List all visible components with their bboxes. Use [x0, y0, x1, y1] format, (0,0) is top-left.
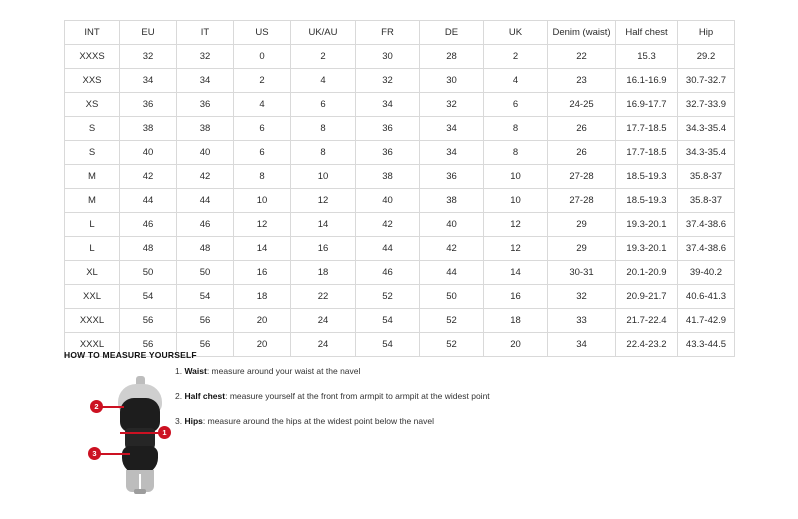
cell-denim-waist: 26	[548, 117, 616, 141]
cell-it: 54	[177, 285, 234, 309]
table-row	[65, 69, 735, 93]
cell-uk: 10	[484, 189, 548, 213]
cell-us: 0	[234, 45, 291, 69]
cell-hip: 39-40.2	[678, 261, 735, 285]
marker-3-icon: 3	[88, 447, 101, 460]
cell-us: 20	[234, 309, 291, 333]
cell-uk-au: 18	[291, 261, 356, 285]
cell-us: 2	[234, 69, 291, 93]
step-term-hips: Hips	[184, 416, 203, 427]
column-header-us: US	[234, 21, 291, 45]
table-row	[65, 45, 735, 69]
measure-instructions	[175, 366, 655, 441]
cell-it: 40	[177, 141, 234, 165]
table-row	[65, 93, 735, 117]
waist-measure-line	[120, 432, 160, 434]
cell-uk: 8	[484, 141, 548, 165]
cell-hip: 35.8-37	[678, 165, 735, 189]
cell-fr: 42	[356, 213, 420, 237]
cell-it: 46	[177, 213, 234, 237]
table-row	[65, 141, 735, 165]
cell-uk-au: 24	[291, 333, 356, 357]
cell-eu: 34	[120, 69, 177, 93]
cell-int: XL	[65, 261, 120, 285]
measure-step-half-chest	[175, 391, 655, 402]
cell-denim-waist: 26	[548, 141, 616, 165]
cell-de: 32	[420, 93, 484, 117]
table-header-row	[65, 21, 735, 45]
mannequin-body-icon	[118, 376, 162, 472]
cell-denim-waist: 34	[548, 333, 616, 357]
cell-us: 6	[234, 141, 291, 165]
cell-int: L	[65, 213, 120, 237]
cell-hip: 43.3-44.5	[678, 333, 735, 357]
cell-denim-waist: 29	[548, 213, 616, 237]
table-row	[65, 309, 735, 333]
table-row	[65, 261, 735, 285]
cell-uk-au: 6	[291, 93, 356, 117]
hip-measure-line	[100, 453, 130, 455]
cell-half-chest: 18.5-19.3	[616, 165, 678, 189]
cell-de: 40	[420, 213, 484, 237]
cell-us: 6	[234, 117, 291, 141]
marker-2-icon: 2	[90, 400, 103, 413]
cell-int: XS	[65, 93, 120, 117]
table-row	[65, 213, 735, 237]
cell-de: 34	[420, 141, 484, 165]
cell-fr: 46	[356, 261, 420, 285]
cell-int: XXS	[65, 69, 120, 93]
cell-int: S	[65, 117, 120, 141]
cell-eu: 38	[120, 117, 177, 141]
cell-fr: 54	[356, 333, 420, 357]
cell-uk: 20	[484, 333, 548, 357]
cell-eu: 56	[120, 333, 177, 357]
cell-fr: 40	[356, 189, 420, 213]
cell-eu: 56	[120, 309, 177, 333]
cell-half-chest: 17.7-18.5	[616, 141, 678, 165]
cell-de: 52	[420, 309, 484, 333]
cell-it: 56	[177, 333, 234, 357]
size-chart-table-container	[64, 20, 734, 357]
cell-it: 48	[177, 237, 234, 261]
cell-de: 36	[420, 165, 484, 189]
mannequin-stand	[134, 489, 146, 494]
size-chart-table	[64, 20, 735, 357]
cell-it: 38	[177, 117, 234, 141]
cell-uk-au: 2	[291, 45, 356, 69]
cell-half-chest: 19.3-20.1	[616, 237, 678, 261]
cell-de: 38	[420, 189, 484, 213]
cell-hip: 37.4-38.6	[678, 213, 735, 237]
cell-hip: 34.3-35.4	[678, 117, 735, 141]
cell-half-chest: 22.4-23.2	[616, 333, 678, 357]
cell-int: XXXL	[65, 309, 120, 333]
cell-half-chest: 19.3-20.1	[616, 213, 678, 237]
cell-fr: 36	[356, 141, 420, 165]
cell-half-chest: 18.5-19.3	[616, 189, 678, 213]
cell-us: 8	[234, 165, 291, 189]
column-header-fr: FR	[356, 21, 420, 45]
cell-uk: 12	[484, 213, 548, 237]
step-term-waist: Waist	[184, 366, 207, 376]
cell-it: 50	[177, 261, 234, 285]
cell-hip: 35.8-37	[678, 189, 735, 213]
cell-uk-au: 24	[291, 309, 356, 333]
cell-uk-au: 10	[291, 165, 356, 189]
cell-uk-au: 8	[291, 117, 356, 141]
cell-it: 32	[177, 45, 234, 69]
cell-us: 10	[234, 189, 291, 213]
cell-uk: 18	[484, 309, 548, 333]
cell-half-chest: 17.7-18.5	[616, 117, 678, 141]
cell-denim-waist: 24-25	[548, 93, 616, 117]
cell-eu: 42	[120, 165, 177, 189]
cell-de: 34	[420, 117, 484, 141]
column-header-denim-waist: Denim (waist)	[548, 21, 616, 45]
column-header-uk-au: UK/AU	[291, 21, 356, 45]
cell-us: 4	[234, 93, 291, 117]
cell-half-chest: 21.7-22.4	[616, 309, 678, 333]
cell-uk-au: 22	[291, 285, 356, 309]
how-to-measure-heading: HOW TO MEASURE YOURSELF	[64, 350, 197, 360]
cell-int: L	[65, 237, 120, 261]
cell-denim-waist: 32	[548, 285, 616, 309]
cell-denim-waist: 27-28	[548, 165, 616, 189]
cell-fr: 54	[356, 309, 420, 333]
cell-uk-au: 4	[291, 69, 356, 93]
marker-1-icon: 1	[158, 426, 171, 439]
column-header-int: INT	[65, 21, 120, 45]
cell-de: 30	[420, 69, 484, 93]
table-header	[65, 21, 735, 45]
cell-us: 12	[234, 213, 291, 237]
column-header-hip: Hip	[678, 21, 735, 45]
cell-hip: 32.7-33.9	[678, 93, 735, 117]
cell-denim-waist: 27-28	[548, 189, 616, 213]
cell-uk-au: 8	[291, 141, 356, 165]
cell-us: 18	[234, 285, 291, 309]
cell-uk: 10	[484, 165, 548, 189]
table-row	[65, 285, 735, 309]
cell-uk: 8	[484, 117, 548, 141]
cell-uk: 16	[484, 285, 548, 309]
measure-step-hips	[175, 416, 655, 427]
cell-de: 50	[420, 285, 484, 309]
cell-fr: 52	[356, 285, 420, 309]
cell-uk-au: 14	[291, 213, 356, 237]
cell-it: 44	[177, 189, 234, 213]
cell-denim-waist: 23	[548, 69, 616, 93]
table-row	[65, 117, 735, 141]
cell-int: XXXL	[65, 333, 120, 357]
step-number-1: 1.	[175, 366, 183, 376]
cell-eu: 48	[120, 237, 177, 261]
cell-uk: 14	[484, 261, 548, 285]
cell-hip: 34.3-35.4	[678, 141, 735, 165]
cell-de: 44	[420, 261, 484, 285]
step-term-half-chest: Half chest	[184, 391, 226, 402]
cell-fr: 38	[356, 165, 420, 189]
cell-denim-waist: 22	[548, 45, 616, 69]
cell-eu: 40	[120, 141, 177, 165]
cell-eu: 36	[120, 93, 177, 117]
cell-eu: 54	[120, 285, 177, 309]
cell-uk: 4	[484, 69, 548, 93]
cell-uk: 2	[484, 45, 548, 69]
column-header-uk: UK	[484, 21, 548, 45]
cell-fr: 36	[356, 117, 420, 141]
cell-eu: 32	[120, 45, 177, 69]
cell-hip: 41.7-42.9	[678, 309, 735, 333]
cell-eu: 44	[120, 189, 177, 213]
cell-it: 36	[177, 93, 234, 117]
cell-hip: 29.2	[678, 45, 735, 69]
mannequin-bust	[120, 398, 160, 432]
table-row	[65, 165, 735, 189]
half-chest-measure-line	[102, 406, 124, 408]
cell-uk-au: 16	[291, 237, 356, 261]
cell-half-chest: 16.9-17.7	[616, 93, 678, 117]
step-text-half-chest: : measure yourself at the front from armpit to armpit at the widest point	[225, 391, 490, 402]
table-row	[65, 189, 735, 213]
cell-us: 20	[234, 333, 291, 357]
step-text-waist: : measure around your waist at the navel	[206, 366, 361, 376]
cell-us: 16	[234, 261, 291, 285]
cell-half-chest: 16.1-16.9	[616, 69, 678, 93]
cell-fr: 32	[356, 69, 420, 93]
cell-de: 28	[420, 45, 484, 69]
cell-de: 52	[420, 333, 484, 357]
measure-step-waist	[175, 366, 655, 377]
column-header-half-chest: Half chest	[616, 21, 678, 45]
cell-int: XXL	[65, 285, 120, 309]
cell-it: 56	[177, 309, 234, 333]
cell-int: XXXS	[65, 45, 120, 69]
step-number-2: 2.	[175, 391, 183, 402]
cell-fr: 30	[356, 45, 420, 69]
column-header-eu: EU	[120, 21, 177, 45]
cell-half-chest: 20.1-20.9	[616, 261, 678, 285]
cell-it: 34	[177, 69, 234, 93]
table-row	[65, 237, 735, 261]
step-number-3: 3.	[175, 416, 183, 427]
cell-denim-waist: 30-31	[548, 261, 616, 285]
cell-half-chest: 20.9-21.7	[616, 285, 678, 309]
step-text-hips: : measure around the hips at the widest point below the navel	[202, 416, 434, 427]
cell-hip: 37.4-38.6	[678, 237, 735, 261]
cell-it: 42	[177, 165, 234, 189]
cell-denim-waist: 33	[548, 309, 616, 333]
cell-uk: 6	[484, 93, 548, 117]
cell-int: M	[65, 165, 120, 189]
cell-hip: 30.7-32.7	[678, 69, 735, 93]
column-header-it: IT	[177, 21, 234, 45]
cell-half-chest: 15.3	[616, 45, 678, 69]
cell-int: S	[65, 141, 120, 165]
cell-int: M	[65, 189, 120, 213]
cell-eu: 46	[120, 213, 177, 237]
column-header-de: DE	[420, 21, 484, 45]
cell-fr: 44	[356, 237, 420, 261]
cell-de: 42	[420, 237, 484, 261]
cell-fr: 34	[356, 93, 420, 117]
cell-us: 14	[234, 237, 291, 261]
cell-uk-au: 12	[291, 189, 356, 213]
table-body	[65, 45, 735, 357]
cell-uk: 12	[484, 237, 548, 261]
cell-eu: 50	[120, 261, 177, 285]
cell-denim-waist: 29	[548, 237, 616, 261]
cell-hip: 40.6-41.3	[678, 285, 735, 309]
